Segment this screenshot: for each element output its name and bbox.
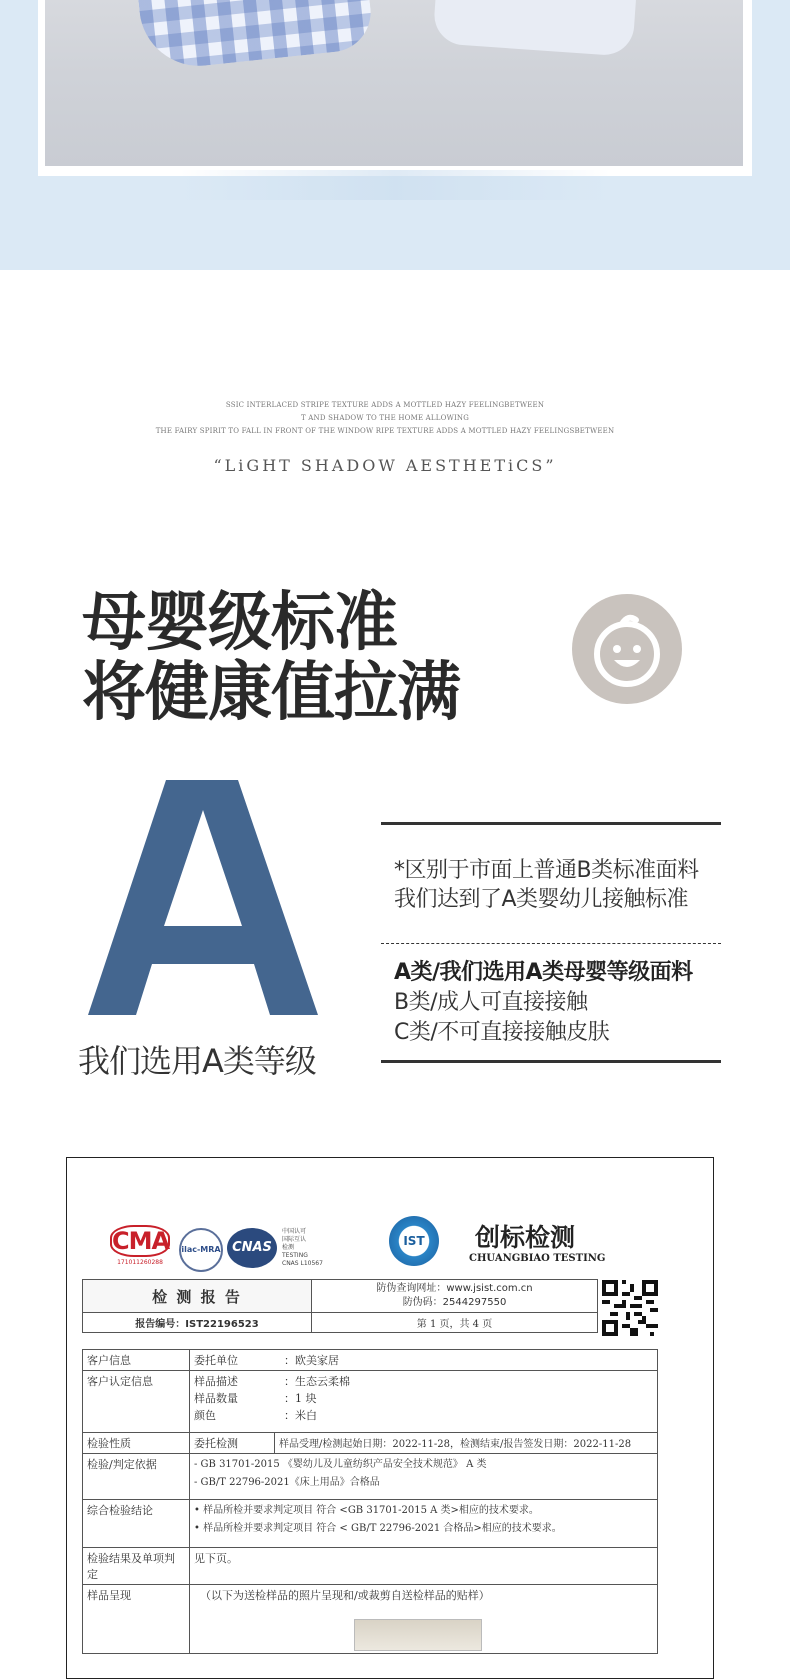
white-pillow [432,0,637,57]
company-name-en: CHUANGBIAO TESTING [469,1253,606,1264]
test-report [66,1157,714,1679]
conclusion-label: 综合检验结论 [83,1500,190,1548]
result-label: 检验结果及单项判定 [83,1548,190,1585]
cma-logo [110,1225,170,1266]
aesthetics-line-2: T AND SHADOW TO THE HOME ALLOWING [300,414,470,422]
sample-swatch [354,1619,482,1651]
verify-cell [312,1280,598,1313]
client-row [190,1350,658,1371]
desc-val: ：生态云柔棉 [284,1375,350,1388]
sample-label: 样品呈现 [83,1585,190,1654]
nature-label: 检验性质 [83,1433,190,1454]
basis-2: - GB/T 22796-2021《床上用品》合格品 [194,1477,380,1488]
heading-line-2: 将健康值拉满 [82,656,460,730]
ilac-mra-logo: ilac-MRA [179,1228,223,1272]
doc-title: 检 测 报 告 [83,1280,312,1313]
grade-caption: 我们选用A类等级 [78,1042,316,1080]
report-number: 报告编号：IST22196523 [83,1313,312,1333]
qty-key: 样品数量 [194,1392,238,1405]
ist-logo: IST [389,1216,439,1266]
aesthetics-line-3: THE FAIRY SPIRIT TO FALL IN FRONT OF THE WINDOW RIPE TEXTURE ADDS A MOTTLED HAZY FEELINGSBETWEEN [155,427,615,435]
report-details-table [82,1349,658,1654]
aesthetics-title: “LiGHT SHADOW AESTHETiCS” [213,456,557,475]
grade-note-1: *区别于市面上普通B类标准面料 [394,858,699,883]
nature-val: 样品受理/检测起始日期：2022-11-28，检测结束/报告签发日期：2022-11-28 [275,1433,658,1454]
top-rule [381,822,721,825]
conclusion-2: • 样品所检并要求判定项目 符合 < GB/T 22796-2021 合格品>相应的技术要求。 [194,1523,562,1534]
dashed-divider [381,943,721,944]
heading-line-1: 母婴级标准 [82,586,397,660]
basis-label: 检验/判定依据 [83,1454,190,1500]
grade-a-letter [88,780,318,1015]
plaid-pillow [135,0,374,72]
verify-url: 防伪查询网址：www.jsist.com.cn [376,1283,533,1294]
shadow-strip [180,170,610,200]
client-label: 客户信息 [83,1350,190,1371]
qty-val: ：1 块 [284,1392,317,1405]
cnas-note [282,1228,323,1268]
nature-key: 委托检测 [190,1433,275,1454]
desc-key: 样品描述 [194,1375,238,1388]
conclusion-row [190,1500,658,1548]
confirm-row [190,1371,658,1433]
client-val: ：欧美家居 [284,1354,339,1367]
cnas-note-2: 国际互认 [282,1236,307,1243]
class-a-text: A类/我们选用A类母婴等级面料 [394,960,693,985]
basis-1: - GB 31701-2015 《婴幼儿及儿童纺织产品安全技术规范》 A 类 [194,1459,487,1470]
aesthetics-line-1: SSIC INTERLACED STRIPE TEXTURE ADDS A MOTTLED HAZY FEELINGBETWEEN [225,401,545,409]
color-key: 颜色 [194,1409,216,1422]
sample-row [190,1585,658,1654]
cnas-note-5: CNAS L10567 [282,1260,323,1267]
basis-row [190,1454,658,1500]
confirm-label: 客户认定信息 [83,1371,190,1433]
grade-note-2: 我们达到了A类婴幼儿接触标准 [394,887,689,912]
page-info: 第 1 页，共 4 页 [312,1313,598,1333]
sample-val: （以下为送检样品的照片呈现和/或裁剪自送检样品的贴样） [200,1589,490,1602]
class-c-text: C类/不可直接接触皮肤 [394,1020,610,1045]
cnas-logo: CNAS [227,1228,277,1268]
client-key: 委托单位 [194,1354,238,1367]
qr-code [602,1280,658,1336]
color-val: ：米白 [284,1409,317,1422]
cma-text: CMA [112,1227,170,1255]
cnas-note-3: 检测 [282,1244,295,1251]
baby-face-icon [572,594,682,704]
verify-code: 防伪码：2544297550 [402,1297,507,1308]
cnas-note-4: TESTING [282,1252,308,1259]
cnas-note-1: 中国认可 [282,1228,307,1235]
class-b-text: B类/成人可直接接触 [394,990,588,1015]
result-val: 见下页。 [190,1548,658,1585]
report-header-table [82,1279,598,1333]
conclusion-1: • 样品所检并要求判定项目 符合 <GB 31701-2015 A 类>相应的技术要求。 [194,1505,539,1516]
product-photo [45,0,743,166]
company-name-cn: 创标检测 [475,1223,576,1252]
bottom-rule [381,1060,721,1063]
cma-number: 171011260288 [117,1259,163,1266]
